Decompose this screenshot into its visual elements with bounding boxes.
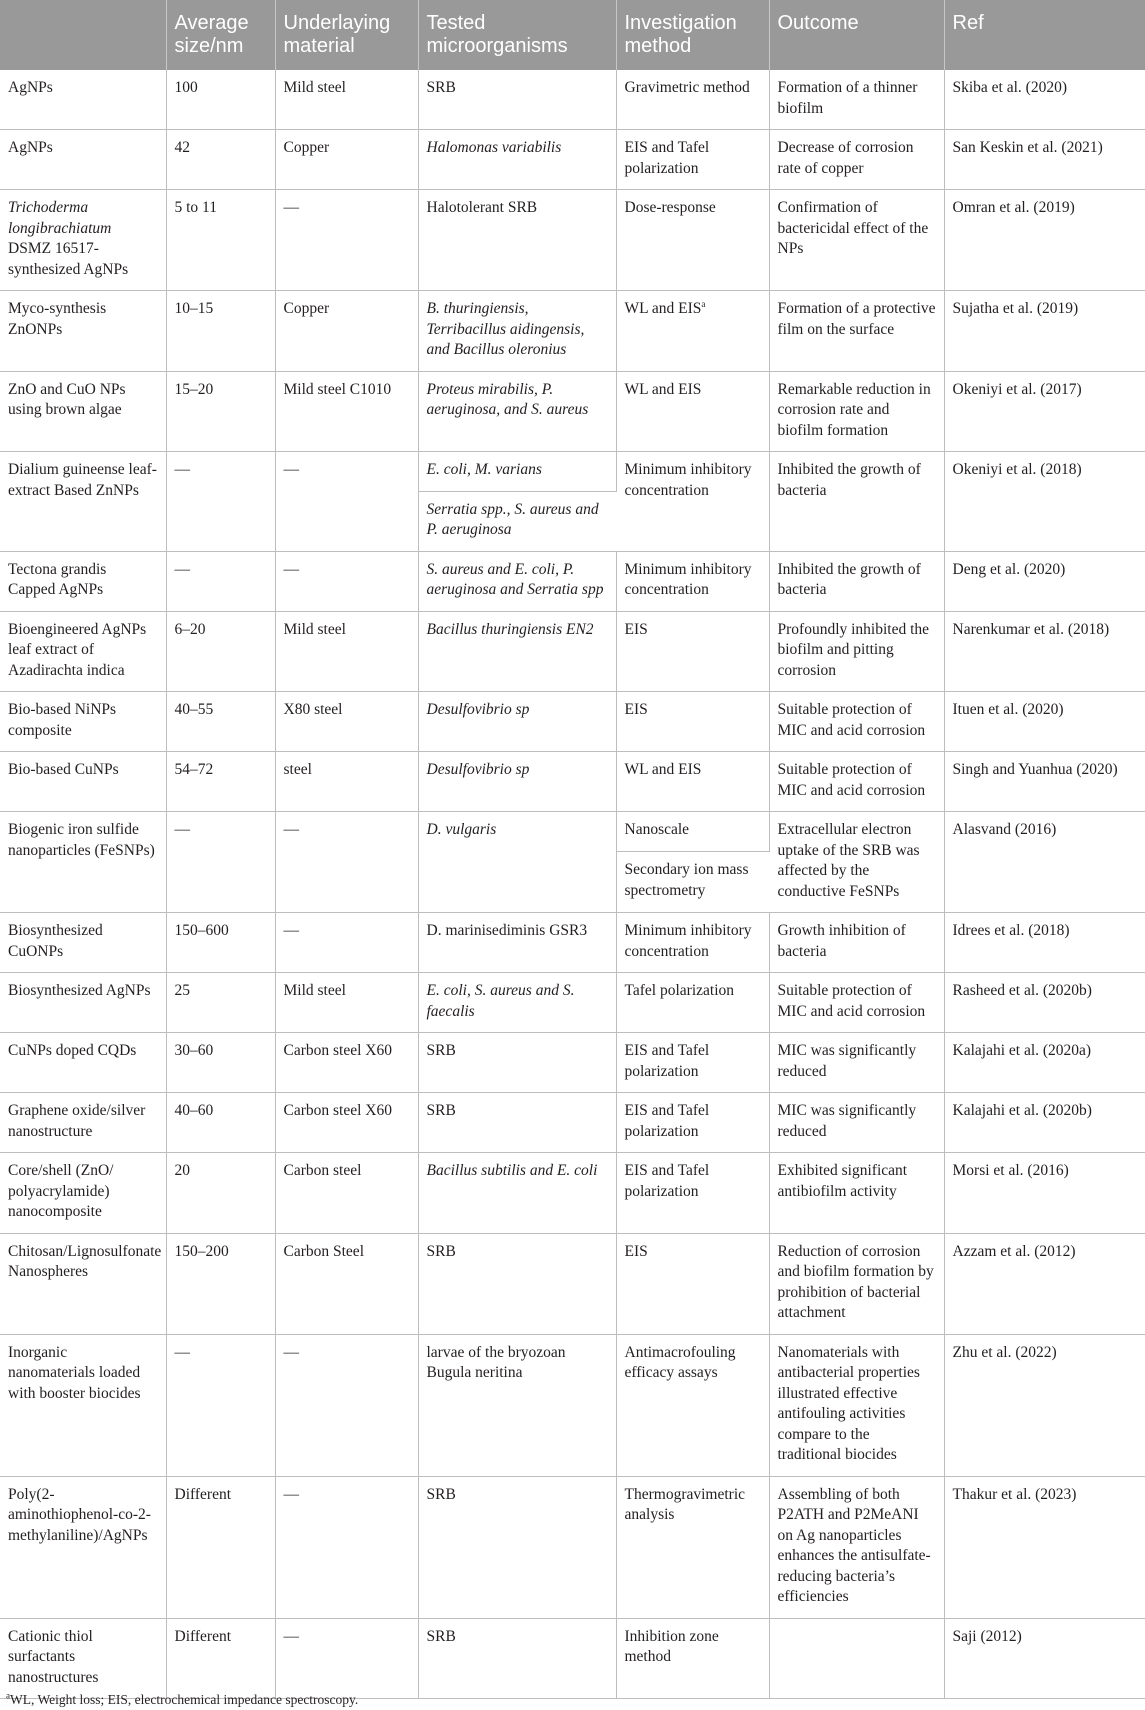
cell-underlaying: Carbon steel X60 [275,1093,418,1153]
cell-ref: Alasvand (2016) [944,812,1145,913]
cell-outcome: Exhibited significant antibiofilm activity [769,1153,944,1234]
cell-size: 25 [166,973,275,1033]
cell-size: Different [166,1618,275,1699]
cell-material: Tectona grandis Capped AgNPs [0,551,166,611]
cell-microorganisms: SRB [418,1618,616,1699]
table-row [0,611,1145,692]
cell-microorganisms [418,611,616,692]
cell-underlaying: steel [275,752,418,812]
cell-size: 100 [166,70,275,130]
header-tested-microorganisms: Tested microorganisms [418,0,616,70]
cell-outcome: Remarkable reduction in corrosion rate and biofilm formation [769,371,944,452]
microorganism-text: Desulfovibrio sp [426,761,530,778]
cell-underlaying: — [275,190,418,291]
cell-microorganisms [418,752,616,812]
table-row [0,1618,1145,1699]
cell-size: 40–60 [166,1093,275,1153]
header-average-size: Average size/nm [166,0,275,70]
cell-material: CuNPs doped CQDs [0,1033,166,1093]
cell-microorganisms [418,973,616,1033]
table-row [0,692,1145,752]
cell-size: — [166,452,275,552]
method-text: WL and EIS [624,300,702,317]
table-row [0,1153,1145,1234]
table-row [0,752,1145,812]
cell-ref: Thakur et al. (2023) [944,1476,1145,1618]
table-row [0,190,1145,291]
cell-microorganisms [418,692,616,752]
cell-ref: Azzam et al. (2012) [944,1233,1145,1334]
table-footnote [6,1692,358,1708]
cell-size: 20 [166,1153,275,1234]
cell-outcome: Extracellular electron uptake of the SRB was affected by the conductive FeSNPs [769,812,944,913]
cell-method: EIS and Tafel polarization [616,1153,769,1234]
cell-material: Bio-based CuNPs [0,752,166,812]
cell-material: Poly(2-aminothiophenol-co-2-methylaniline)/AgNPs [0,1476,166,1618]
table-row [0,291,1145,372]
cell-material: Myco-synthesis ZnONPs [0,291,166,372]
cell-size: 5 to 11 [166,190,275,291]
cell-underlaying: Copper [275,130,418,190]
cell-underlaying: Mild steel [275,70,418,130]
cell-microorganisms: Halotolerant SRB [418,190,616,291]
cell-size: 30–60 [166,1033,275,1093]
cell-outcome: Reduction of corrosion and biofilm formation by prohibition of bacterial attachment [769,1233,944,1334]
cell-outcome [769,1618,944,1699]
header-ref: Ref [944,0,1145,70]
cell-ref: Okeniyi et al. (2018) [944,452,1145,552]
table-row [0,371,1145,452]
cell-ref: San Keskin et al. (2021) [944,130,1145,190]
microorganism-text: E. coli, M. varians [426,461,542,478]
cell-method: WL and EIS [616,371,769,452]
cell-size: 54–72 [166,752,275,812]
cell-method: Tafel polarization [616,973,769,1033]
cell-size: 15–20 [166,371,275,452]
cell-underlaying: Mild steel [275,973,418,1033]
cell-ref: Narenkumar et al. (2018) [944,611,1145,692]
cell-size: 40–55 [166,692,275,752]
material-rest-text: DSMZ 16517-synthesized AgNPs [8,240,129,278]
cell-microorganisms: SRB [418,1033,616,1093]
cell-method: Antimacrofouling efficacy assays [616,1334,769,1476]
cell-outcome: Inhibited the growth of bacteria [769,551,944,611]
cell-size: 6–20 [166,611,275,692]
table-row [0,973,1145,1033]
cell-underlaying: Carbon steel X60 [275,1033,418,1093]
cell-ref: Deng et al. (2020) [944,551,1145,611]
microorganism-text: Bacillus subtilis and E. coli [426,1162,598,1179]
table-row [0,70,1145,130]
cell-microorganisms [418,551,616,611]
cell-material: Inorganic nanomaterials loaded with booster biocides [0,1334,166,1476]
microorganism-text: E. coli, S. aureus and S. faecalis [426,982,575,1020]
cell-material: Biogenic iron sulfide nanoparticles (FeSNPs) [0,812,166,913]
cell-material: AgNPs [0,130,166,190]
cell-underlaying: — [275,913,418,973]
cell-ref: Idrees et al. (2018) [944,913,1145,973]
cell-method [616,291,769,372]
cell-outcome: Assembling of both P2ATH and P2MeANI on Ag nanoparticles enhances the antisulfate-reducing bacteria’s efficiencies [769,1476,944,1618]
cell-method: WL and EIS [616,752,769,812]
header-material [0,0,166,70]
cell-material: AgNPs [0,70,166,130]
microorganism-text: D. vulgaris [426,821,497,838]
cell-size: Different [166,1476,275,1618]
cell-microorganisms [418,130,616,190]
cell-outcome: Confirmation of bactericidal effect of the NPs [769,190,944,291]
cell-outcome: Profoundly inhibited the biofilm and pitting corrosion [769,611,944,692]
microorganism-text: Halomonas variabilis [426,139,562,156]
cell-ref: Okeniyi et al. (2017) [944,371,1145,452]
cell-outcome: Suitable protection of MIC and acid corrosion [769,973,944,1033]
header-investigation-method: Investigation method [616,0,769,70]
cell-ref: Omran et al. (2019) [944,190,1145,291]
table-row [0,913,1145,973]
cell-method: Minimum inhibitory concentration [616,551,769,611]
cell-material: ZnO and CuO NPs using brown algae [0,371,166,452]
table-row [0,551,1145,611]
cell-ref: Zhu et al. (2022) [944,1334,1145,1476]
cell-ref: Skiba et al. (2020) [944,70,1145,130]
cell-material: Chitosan/Lignosulfonate Nanospheres [0,1233,166,1334]
cell-outcome: Formation of a protective film on the surface [769,291,944,372]
cell-microorganisms: D. marinisediminis GSR3 [418,913,616,973]
cell-underlaying: Carbon steel [275,1153,418,1234]
cell-material: Dialium guineense leaf-extract Based ZnNPs [0,452,166,552]
cell-ref: Singh and Yuanhua (2020) [944,752,1145,812]
table-row [0,1334,1145,1476]
cell-outcome: MIC was significantly reduced [769,1093,944,1153]
header-underlaying-material: Underlaying material [275,0,418,70]
cell-material [0,190,166,291]
cell-microorganisms [418,491,616,551]
cell-microorganisms [418,452,616,492]
cell-method: EIS and Tafel polarization [616,130,769,190]
cell-size: 10–15 [166,291,275,372]
cell-outcome: Growth inhibition of bacteria [769,913,944,973]
cell-ref: Sujatha et al. (2019) [944,291,1145,372]
cell-method: EIS and Tafel polarization [616,1033,769,1093]
cell-outcome: MIC was significantly reduced [769,1033,944,1093]
cell-ref: Ituen et al. (2020) [944,692,1145,752]
cell-underlaying: — [275,452,418,552]
cell-material: Graphene oxide/silver nanostructure [0,1093,166,1153]
cell-size: 150–200 [166,1233,275,1334]
cell-method: Minimum inhibitory concentration [616,913,769,973]
cell-outcome: Formation of a thinner biofilm [769,70,944,130]
cell-material: Cationic thiol surfactants nanostructures [0,1618,166,1699]
cell-ref: Kalajahi et al. (2020a) [944,1033,1145,1093]
table-row [0,130,1145,190]
cell-underlaying: — [275,1334,418,1476]
microorganism-text: Bacillus thuringiensis EN2 [426,620,594,638]
cell-microorganisms [418,1153,616,1234]
cell-microorganisms: SRB [418,1476,616,1618]
cell-material: Biosynthesized CuONPs [0,913,166,973]
microorganism-text: Proteus mirabilis, P. aeruginosa, and S. aureus [426,380,589,418]
microorganism-text: S. aureus and E. coli, P. aeruginosa and Serratia spp [426,560,604,598]
cell-method: Nanoscale [616,812,769,852]
cell-material: Bio-based NiNPs composite [0,692,166,752]
cell-method: EIS [616,611,769,692]
cell-microorganisms: SRB [418,1093,616,1153]
cell-underlaying: Mild steel [275,611,418,692]
cell-microorganisms [418,812,616,913]
cell-size: 150–600 [166,913,275,973]
header-outcome: Outcome [769,0,944,70]
cell-ref: Kalajahi et al. (2020b) [944,1093,1145,1153]
cell-outcome: Nanomaterials with antibacterial properties illustrated effective antifouling activities compare to the traditional biocides [769,1334,944,1476]
table-row [0,1476,1145,1618]
material-italic-text: Trichoderma longibrachiatum [8,199,112,237]
cell-outcome: Suitable protection of MIC and acid corrosion [769,752,944,812]
cell-underlaying: Copper [275,291,418,372]
cell-ref: Rasheed et al. (2020b) [944,973,1145,1033]
cell-underlaying: — [275,1618,418,1699]
footnote-marker: a [701,298,706,309]
cell-size: — [166,812,275,913]
cell-method: EIS [616,692,769,752]
cell-ref: Saji (2012) [944,1618,1145,1699]
microorganism-text: Serratia spp., S. aureus and P. aeruginosa [426,500,599,538]
cell-microorganisms [418,291,616,372]
cell-method: EIS and Tafel polarization [616,1093,769,1153]
cell-microorganisms: SRB [418,1233,616,1334]
cell-microorganisms [418,371,616,452]
table-row [0,1033,1145,1093]
table-row [0,812,1145,852]
cell-method: Secondary ion mass spectrometry [616,852,769,913]
cell-material: Biosynthesized AgNPs [0,973,166,1033]
cell-method: Inhibition zone method [616,1618,769,1699]
microorganism-text: B. thuringiensis, Terribacillus aidingensis, and Bacillus oleronius [426,300,585,358]
table-row [0,452,1145,492]
cell-method: Minimum inhibitory concentration [616,452,769,552]
cell-underlaying: — [275,812,418,913]
cell-size: 42 [166,130,275,190]
cell-underlaying: Carbon Steel [275,1233,418,1334]
table-row [0,1093,1145,1153]
cell-underlaying: Mild steel C1010 [275,371,418,452]
cell-outcome: Decrease of corrosion rate of copper [769,130,944,190]
footnote-text: WL, Weight loss; EIS, electrochemical impedance spectroscopy. [10,1692,359,1707]
footnote-marker: a [6,1690,10,1701]
cell-size: — [166,551,275,611]
cell-microorganisms: SRB [418,70,616,130]
cell-method: Dose-response [616,190,769,291]
cell-ref: Morsi et al. (2016) [944,1153,1145,1234]
cell-size: — [166,1334,275,1476]
cell-underlaying: — [275,1476,418,1618]
cell-method: Gravimetric method [616,70,769,130]
cell-underlaying: — [275,551,418,611]
cell-microorganisms: larvae of the bryozoan Bugula neritina [418,1334,616,1476]
cell-material: Bioengineered AgNPs leaf extract of Azadirachta indica [0,611,166,692]
cell-material: Core/shell (ZnO/ polyacrylamide) nanocomposite [0,1153,166,1234]
cell-method: EIS [616,1233,769,1334]
cell-method: Thermogravimetric analysis [616,1476,769,1618]
table-row [0,1233,1145,1334]
cell-underlaying: X80 steel [275,692,418,752]
table-header-row [0,0,1145,70]
microorganism-text: Desulfovibrio sp [426,701,530,718]
cell-outcome: Suitable protection of MIC and acid corrosion [769,692,944,752]
cell-outcome: Inhibited the growth of bacteria [769,452,944,552]
